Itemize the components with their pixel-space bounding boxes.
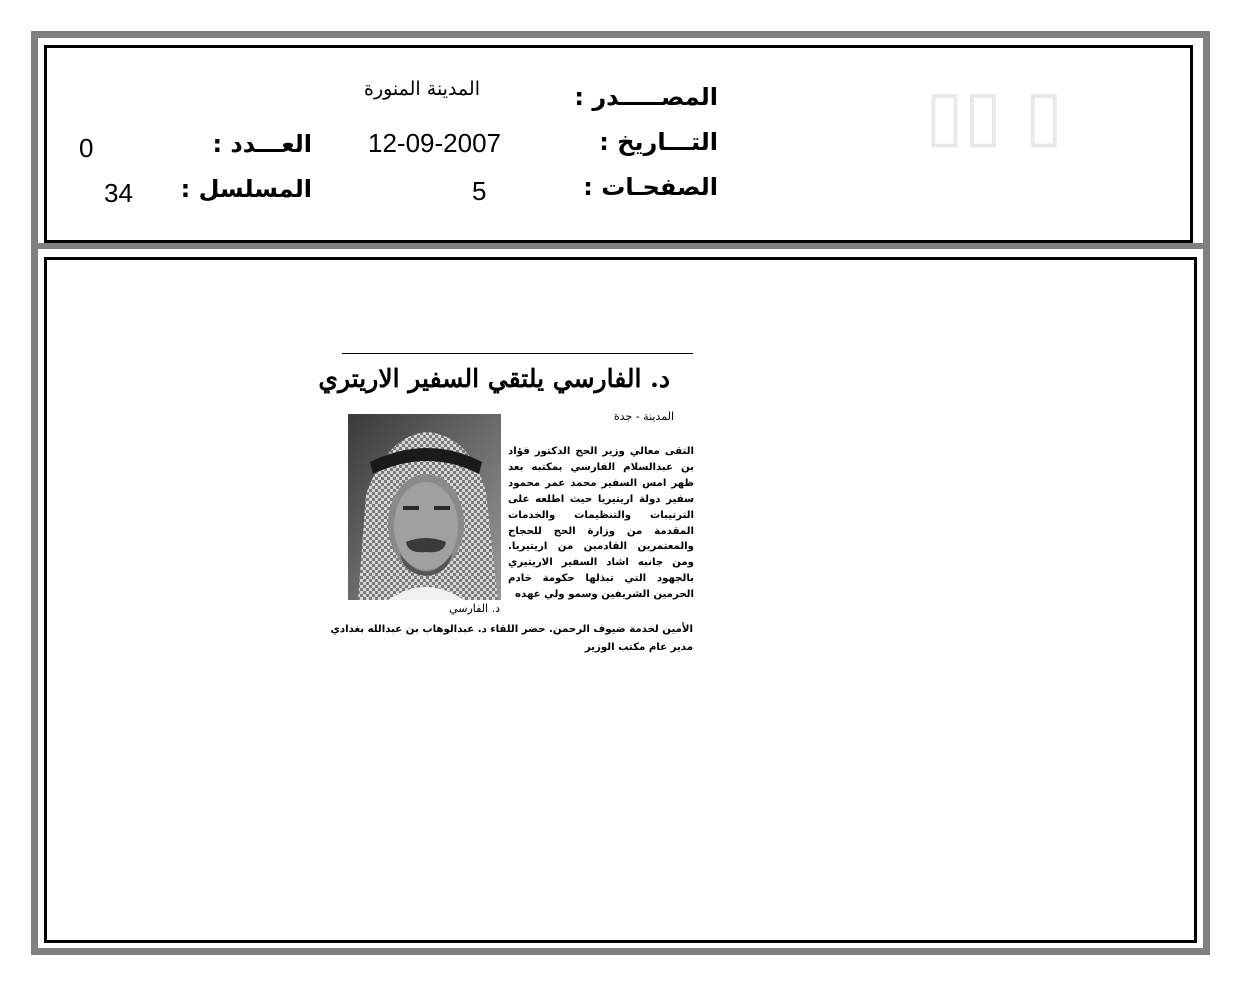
portrait-photo bbox=[348, 414, 501, 600]
source-value: المدينة المنورة bbox=[363, 78, 480, 100]
faint-watermark-logo: ▯▯ ▯ bbox=[925, 74, 1063, 156]
source-label: المصـــــدر : bbox=[574, 83, 718, 111]
date-value: 12-09-2007 bbox=[368, 128, 501, 158]
serial-value: 34 bbox=[104, 178, 133, 208]
pages-value: 5 bbox=[472, 176, 487, 206]
date-label: التـــاريخ : bbox=[599, 128, 718, 156]
header-separator bbox=[38, 243, 1203, 249]
article-top-rule bbox=[342, 353, 693, 354]
article-body: التقى معالي وزير الحج الدكتور فؤاد بن عبدالسلام الفارسي بمكتبه بعد ظهر امس السفير محمد عمر محمود سفير دولة اريتيريا حيث اطلعه على الترتيبات والتنظيمات والخدمات المقدمة من وزارة الحج للحجاج والمعتمرين القادمين من اريتيريا. ومن جانبه اشاد السفير الاريتيري بالجهود التي تبذلها حكومة خادم الحرمين الشريفين وسمو ولي عهده bbox=[508, 446, 694, 601]
article-body-line-wide: الأمين لخدمة ضيوف الرحمن. حضر اللقاء د. عبدالوهاب بن عبدالله بغدادي bbox=[330, 624, 693, 635]
pages-label: الصفحـات : bbox=[583, 173, 718, 201]
article-dateline: المدينة - جدة bbox=[613, 410, 674, 423]
serial-label: المسلسل : bbox=[180, 175, 312, 203]
article-body-line-last: مدير عام مكتب الوزير bbox=[584, 642, 693, 653]
article-headline: د. الفارسي يلتقي السفير الاريتري bbox=[318, 364, 670, 393]
issue-label: العـــدد : bbox=[212, 130, 312, 158]
issue-value: 0 bbox=[79, 133, 94, 163]
photo-caption: د. الفارسي bbox=[449, 602, 500, 615]
